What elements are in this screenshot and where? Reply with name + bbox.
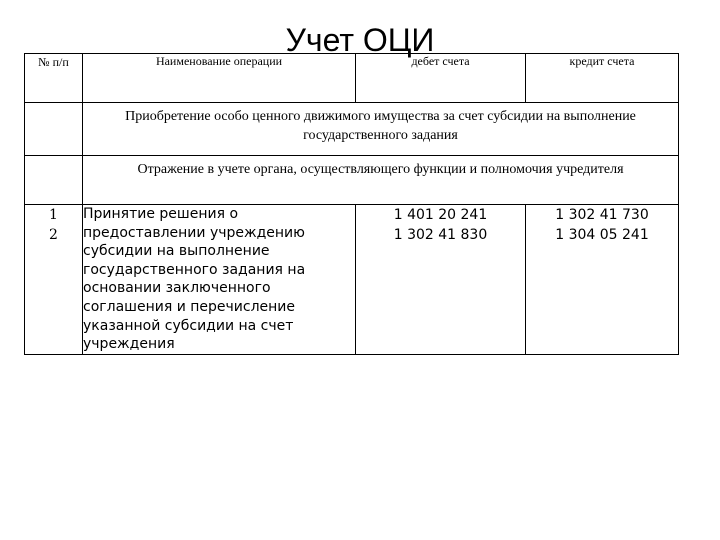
- subsection-num-cell: [25, 156, 83, 205]
- section-title: Приобретение особо ценного движимого имущества за счет субсидии на выполнение государственного задания: [83, 103, 679, 156]
- accounting-table: [24, 53, 679, 355]
- section-row: [25, 103, 679, 156]
- subsection-row: [25, 156, 679, 205]
- page-title: Учет ОЦИ: [285, 22, 435, 58]
- credit-account-2: 1 304 05 241: [555, 227, 649, 243]
- row-num-1: 1: [49, 207, 58, 223]
- row-debit: [356, 205, 526, 355]
- row-num: [25, 205, 83, 355]
- debit-account-1: 1 401 20 241: [393, 207, 488, 223]
- subsection-title: Отражение в учете органа, осуществляющего функции и полномочия учредителя: [83, 156, 679, 205]
- row-num-2: 2: [49, 227, 58, 243]
- header-row: [25, 54, 679, 103]
- credit-account-1: 1 302 41 730: [555, 207, 649, 223]
- debit-account-2: 1 302 41 830: [393, 227, 488, 243]
- header-operation-name: Наименование операции: [83, 54, 356, 103]
- table-row: [25, 205, 679, 355]
- header-num: № п/п: [25, 54, 83, 103]
- header-debit: дебет счета: [356, 54, 526, 103]
- header-credit: кредит счета: [526, 54, 679, 103]
- section-num-cell: [25, 103, 83, 156]
- row-description: Принятие решения о предоставлении учреждению субсидии на выполнение государственного задания на основании заключенного соглашения и перечисление указанной субсидии на счет учреждения: [83, 205, 356, 355]
- row-credit: [526, 205, 679, 355]
